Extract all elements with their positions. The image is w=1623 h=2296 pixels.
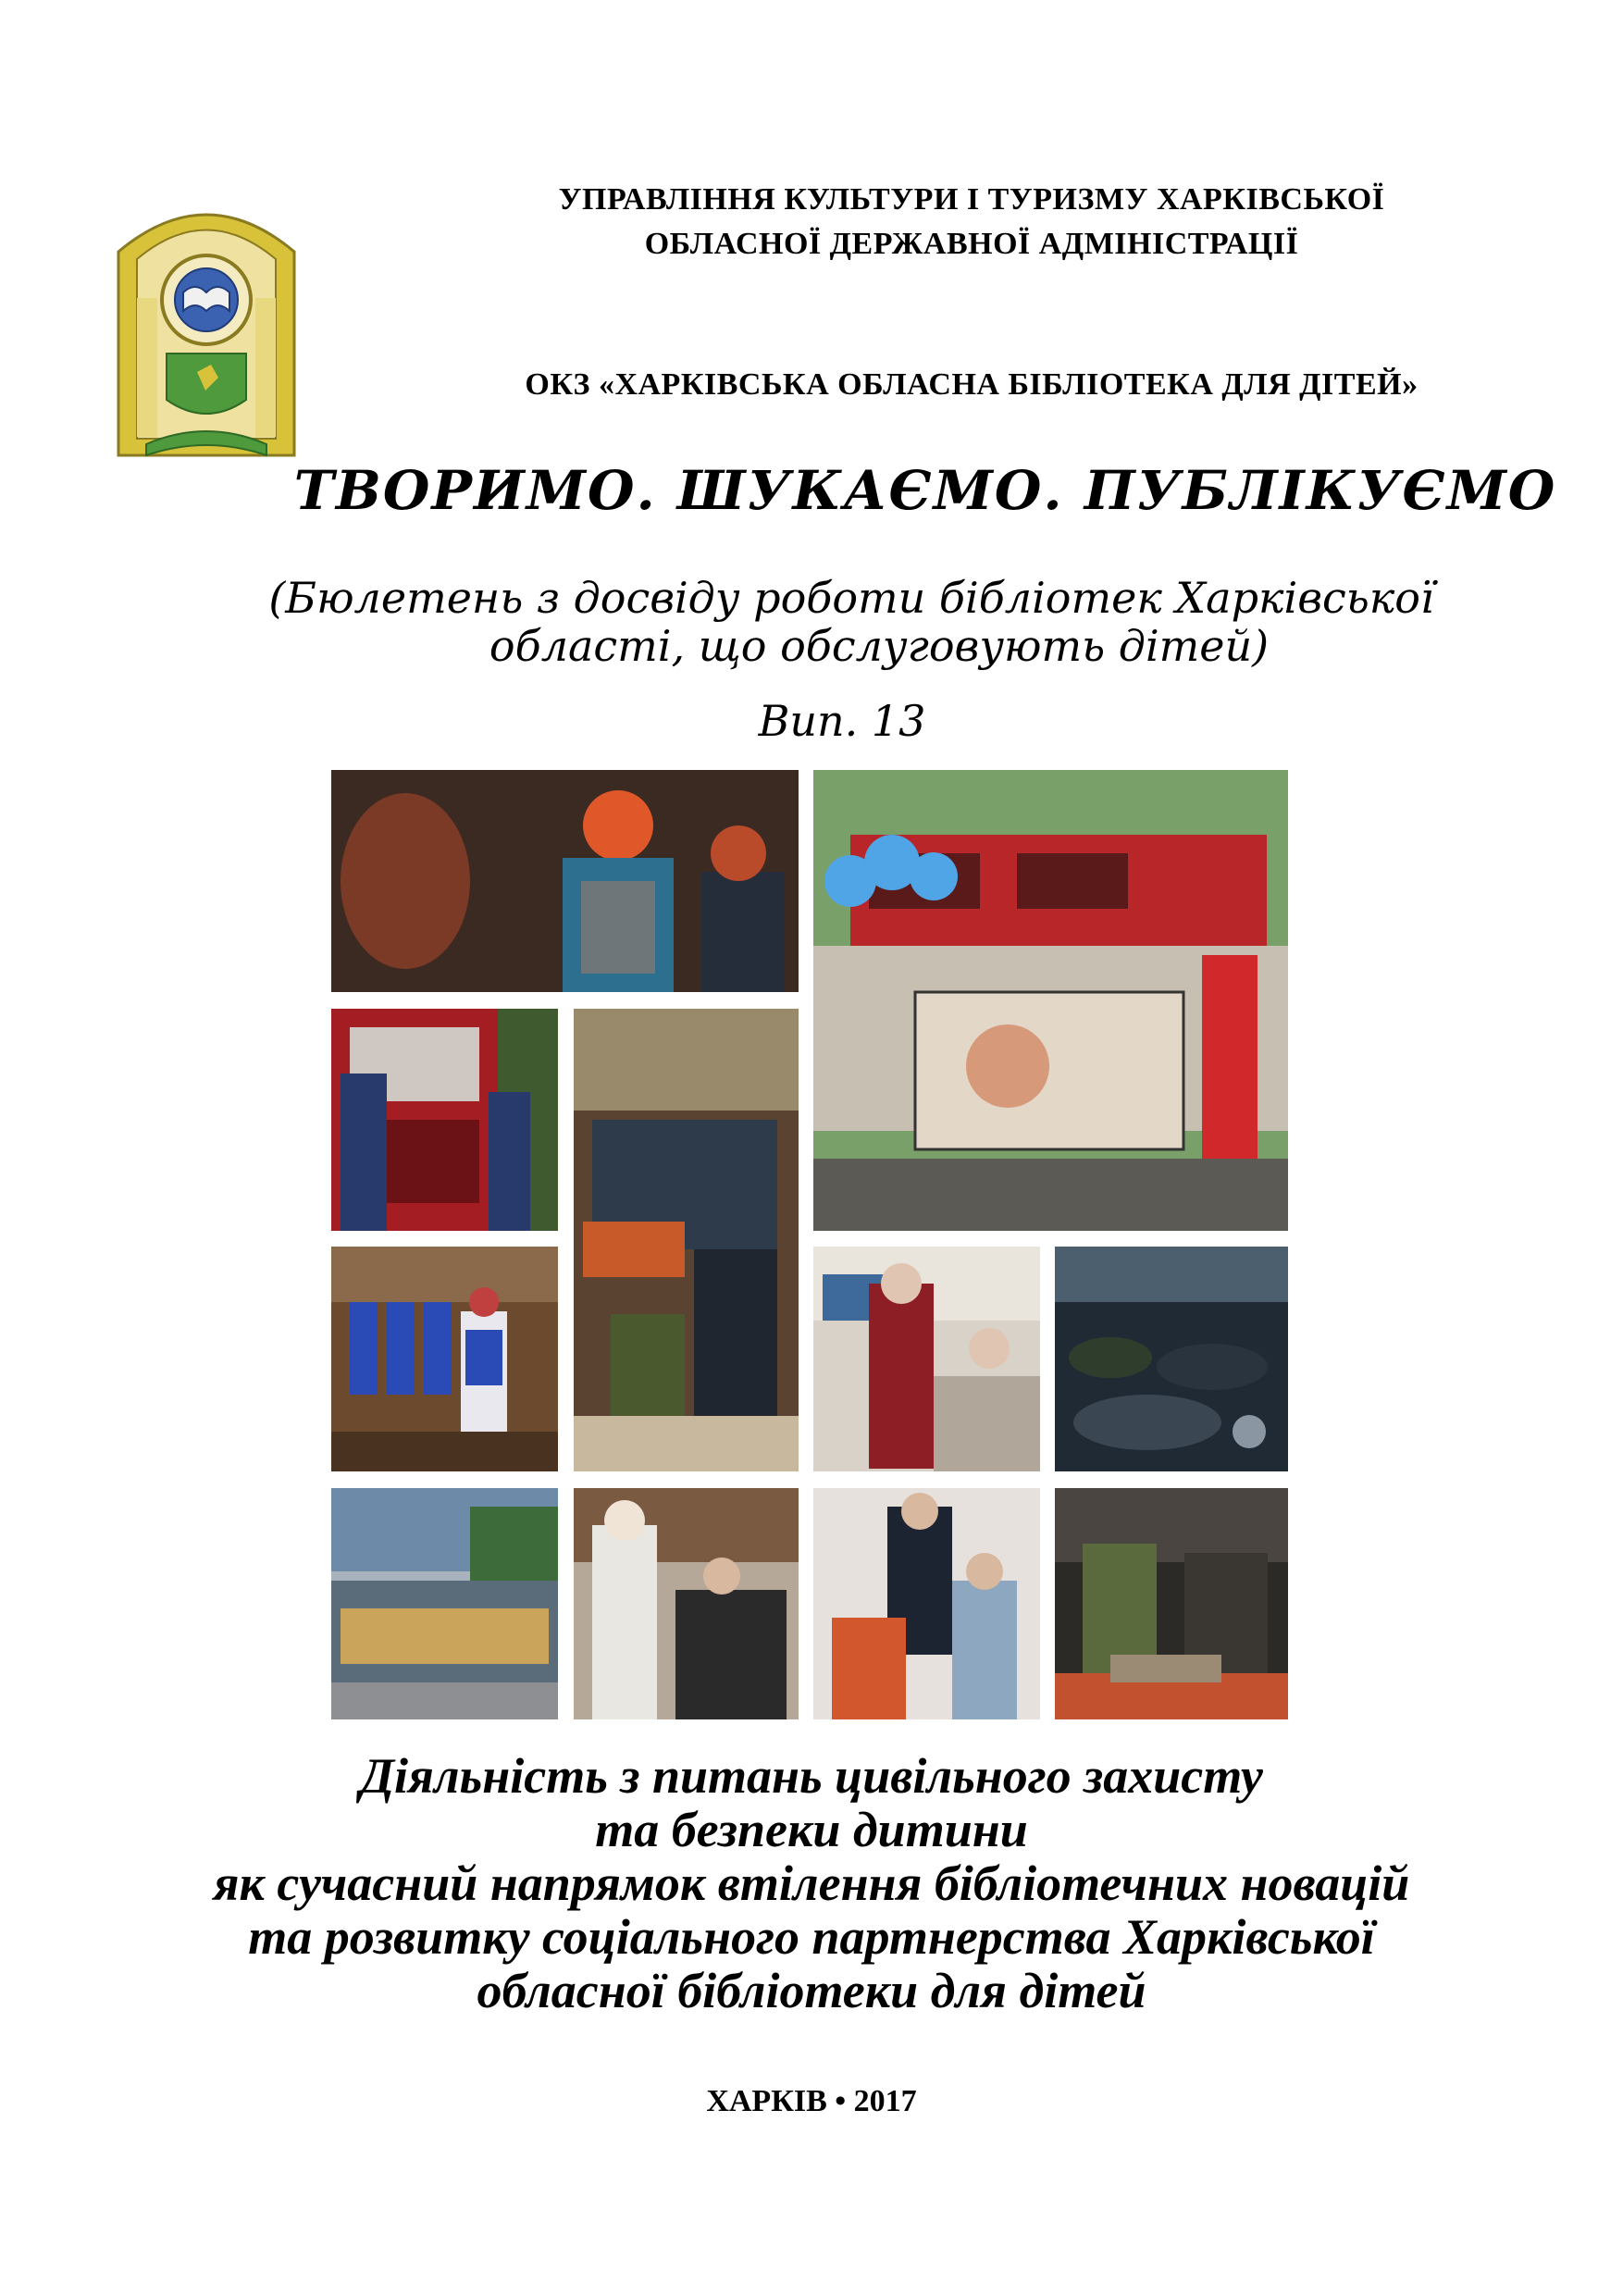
subtitle-line-1: (Бюлетень з досвіду роботи бібліотек Харківської [268,573,1434,623]
photo-children-hall [1055,1488,1288,1719]
photo-auditorium [1055,1247,1288,1471]
place-year: ХАРКІВ • 2017 [706,2084,917,2118]
photo-helmet-children [331,770,799,992]
main-title-line-4: та розвитку соціального партнерства Харківської [248,1909,1375,1965]
org-line-2: ОБЛАСНОЇ ДЕРЖАВНОЇ АДМІНІСТРАЦІЇ [644,227,1299,261]
photo-exhibit-hall [574,1009,799,1471]
photo-collage [331,770,1288,1719]
photo-workshop-table [813,1247,1040,1471]
photo-award-ceremony [813,1488,1040,1719]
org-name [352,178,1592,267]
main-title-line-2: та безпеки дитини [595,1802,1028,1857]
library-logo [109,196,304,465]
photo-firetruck-group [813,770,1288,1231]
photo-naval-officer [574,1488,799,1719]
photo-majorettes [331,1247,558,1471]
main-title [74,1749,1549,2017]
bulletin-subtitle [185,574,1518,670]
photo-outdoor-crowd [331,1488,558,1719]
series-title: ТВОРИМО. ШУКАЄМО. ПУБЛІКУЄМО [293,459,1557,522]
issue-number: Вип. 13 [758,696,926,746]
main-title-line-3: як сучасний напрямок втілення бібліотечних новацій [213,1855,1410,1911]
library-name: ОКЗ «ХАРКІВСЬКА ОБЛАСНА БІБЛІОТЕКА ДЛЯ ДІТЕЙ» [525,367,1419,402]
org-line-1: УПРАВЛІННЯ КУЛЬТУРИ І ТУРИЗМУ ХАРКІВСЬКОЇ [558,182,1385,217]
main-title-line-5: обласної бібліотеки для дітей [477,1963,1146,2018]
subtitle-line-2: області, що обслуговують дітей) [489,621,1270,671]
photo-fire-equipment [331,1009,558,1231]
main-title-line-1: Діяльність з питань цивільного захисту [360,1748,1263,1804]
